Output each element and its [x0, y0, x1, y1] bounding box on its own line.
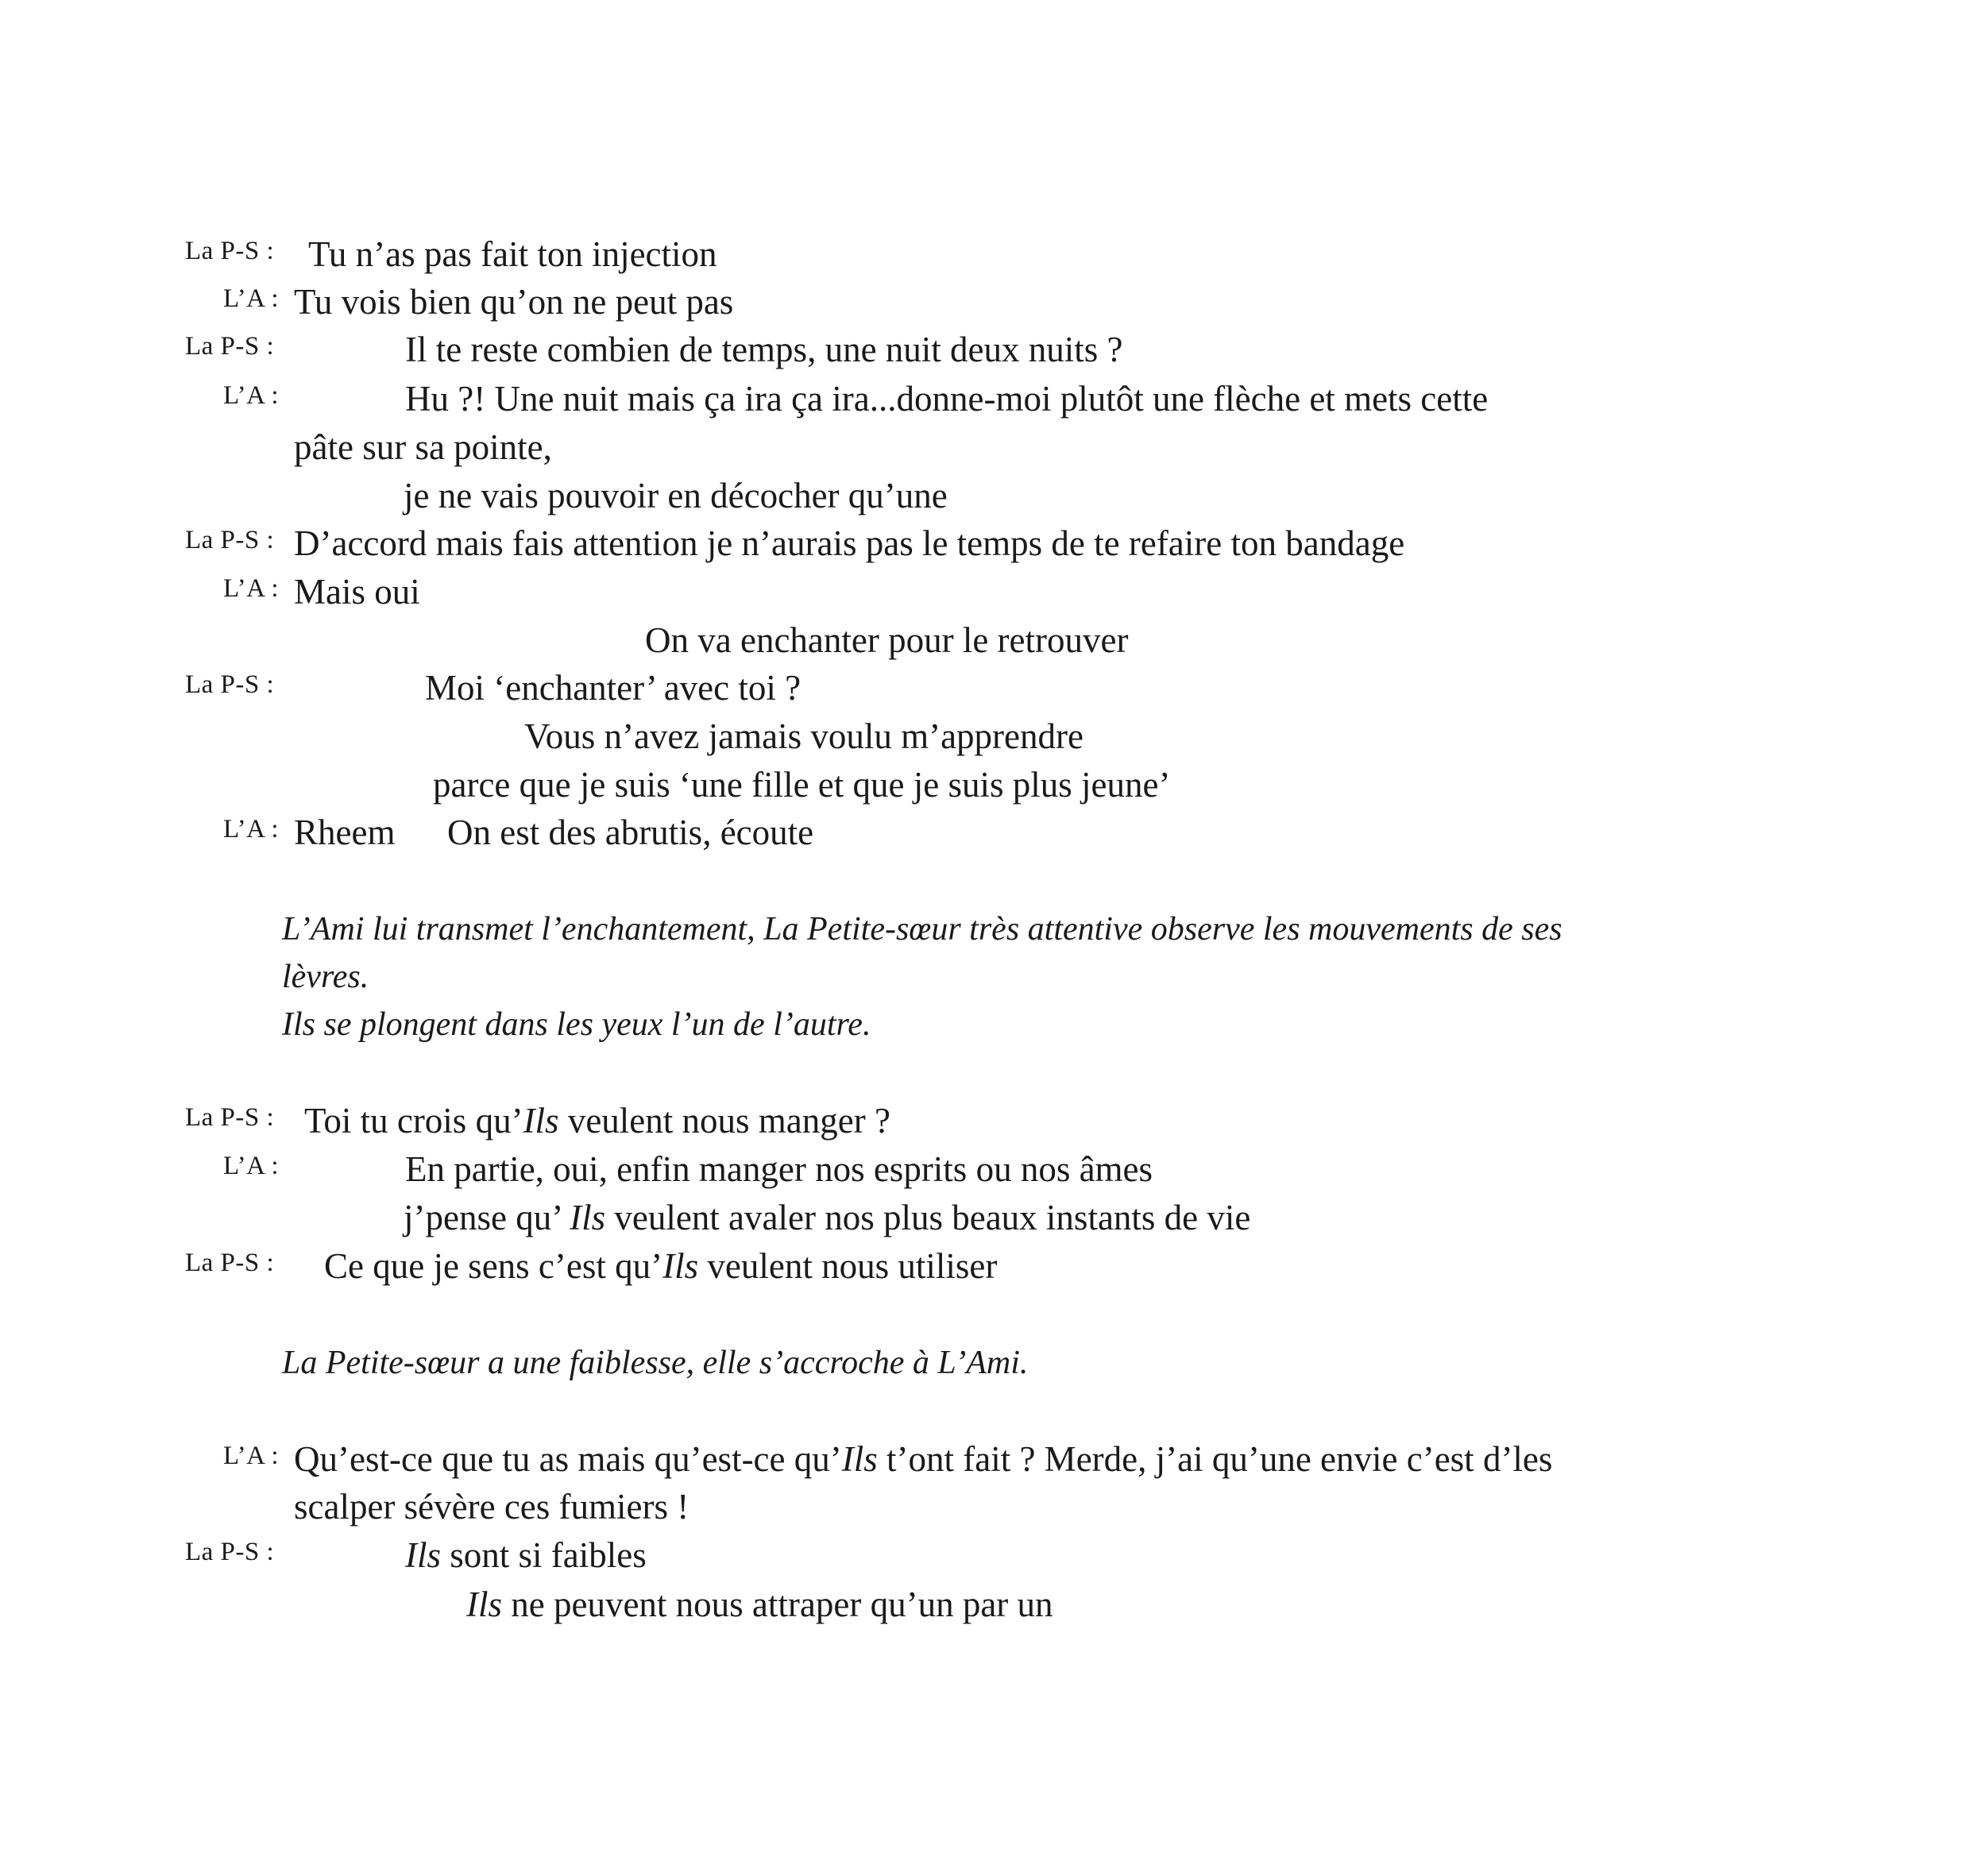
dialogue-text: On va enchanter pour le retrouver: [645, 620, 1129, 660]
dialogue-line: [0, 230, 1970, 278]
dialogue-text: On est des abrutis, écoute: [447, 813, 814, 852]
dialogue-line: [0, 1483, 1970, 1531]
speaker-label: L’A :: [223, 1442, 280, 1470]
dialogue-text: Vous n’avez jamais voulu m’apprendre: [524, 716, 1084, 756]
dialogue-line: [0, 1097, 1970, 1145]
dialogue-text: D’accord mais fais attention je n’aurais pas le temps de te refaire ton bandage: [294, 523, 1405, 563]
speaker-label: L’A :: [223, 381, 280, 410]
dialogue-text: Ils ne peuvent nous attraper qu’un par un: [466, 1585, 1053, 1624]
dialogue-line: [0, 1581, 1970, 1628]
dialogue-text: je ne vais pouvoir en décocher qu’une: [404, 476, 948, 515]
dialogue-line: [0, 519, 1970, 567]
dialogue-line: [0, 1242, 1970, 1290]
dialogue-line: [0, 1435, 1970, 1483]
dialogue-text: Moi ‘enchanter’ avec toi ?: [425, 668, 802, 708]
dialogue-text: Hu ?! Une nuit mais ça ira ça ira...donne-moi plutôt une flèche et mets cette: [405, 379, 1489, 419]
speaker-label: La P-S :: [185, 237, 275, 265]
dialogue-line: [0, 712, 1970, 760]
speaker-label: La P-S :: [185, 1103, 275, 1132]
ils-emphasis: Ils: [662, 1246, 699, 1286]
ils-emphasis: Ils: [841, 1439, 878, 1479]
stage-direction: Ils se plongent dans les yeux l’un de l’autre.: [282, 1006, 871, 1043]
dialogue-text: Ce que je sens c’est qu’Ils veulent nous utiliser: [324, 1246, 998, 1286]
dialogue-text: parce que je suis ‘une fille et que je suis plus jeune’: [433, 765, 1171, 805]
speaker-label: La P-S :: [185, 332, 275, 361]
ils-emphasis: Ils: [570, 1198, 606, 1237]
speaker-label: L’A :: [223, 574, 280, 603]
ils-emphasis: Ils: [466, 1585, 502, 1624]
dialogue-text: En partie, oui, enfin manger nos esprits ou nos âmes: [405, 1149, 1153, 1189]
dialogue-line: [0, 761, 1970, 809]
dialogue-text: Qu’est-ce que tu as mais qu’est-ce qu’Ils t’ont fait ? Merde, j’ai qu’une envie c’est d’les: [294, 1439, 1553, 1479]
stage-direction: L’Ami lui transmet l’enchantement, La Petite-sœur très attentive observe les mouvements de ses: [282, 911, 1562, 948]
speaker-label: La P-S :: [185, 670, 275, 699]
dialogue-line: [0, 375, 1970, 423]
dialogue-text: Mais oui: [294, 572, 420, 612]
dialogue-line: [0, 278, 1970, 326]
dialogue-text: Ils sont si faibles: [405, 1535, 647, 1575]
dialogue-text: Tu n’as pas fait ton injection: [308, 234, 717, 274]
dialogue-text: pâte sur sa pointe,: [294, 427, 552, 467]
dialogue-line: [0, 423, 1970, 471]
dialogue-line: [0, 326, 1970, 373]
speaker-label: L’A :: [223, 1152, 280, 1180]
ils-emphasis: Ils: [523, 1101, 559, 1141]
dialogue-line: [0, 1194, 1970, 1241]
dialogue-text: scalper sévère ces fumiers !: [294, 1487, 690, 1527]
dialogue-line: [0, 809, 1970, 856]
dialogue-line: [0, 568, 1970, 616]
dialogue-text: Il te reste combien de temps, une nuit deux nuits ?: [405, 330, 1123, 369]
ils-emphasis: Ils: [405, 1535, 441, 1575]
dialogue-line: [0, 1531, 1970, 1579]
dialogue-line: [0, 1145, 1970, 1193]
speaker-label: L’A :: [223, 284, 280, 313]
stage-direction: La Petite-sœur a une faiblesse, elle s’accroche à L’Ami.: [282, 1345, 1029, 1381]
speaker-label: La P-S :: [185, 526, 275, 554]
dialogue-line: [0, 616, 1970, 664]
speaker-label: L’A :: [223, 815, 280, 843]
dialogue-text: Toi tu crois qu’Ils veulent nous manger ?: [304, 1101, 890, 1141]
dialogue-line: [0, 472, 1970, 519]
dialogue-line: [0, 664, 1970, 712]
dialogue-text: j’pense qu’ Ils veulent avaler nos plus beaux instants de vie: [404, 1198, 1251, 1237]
dialogue-text: Tu vois bien qu’on ne peut pas: [294, 282, 734, 322]
speaker-label: La P-S :: [185, 1249, 275, 1277]
stage-direction: lèvres.: [282, 959, 369, 995]
dialogue-text: Rheem: [294, 813, 396, 852]
speaker-label: La P-S :: [185, 1538, 275, 1566]
